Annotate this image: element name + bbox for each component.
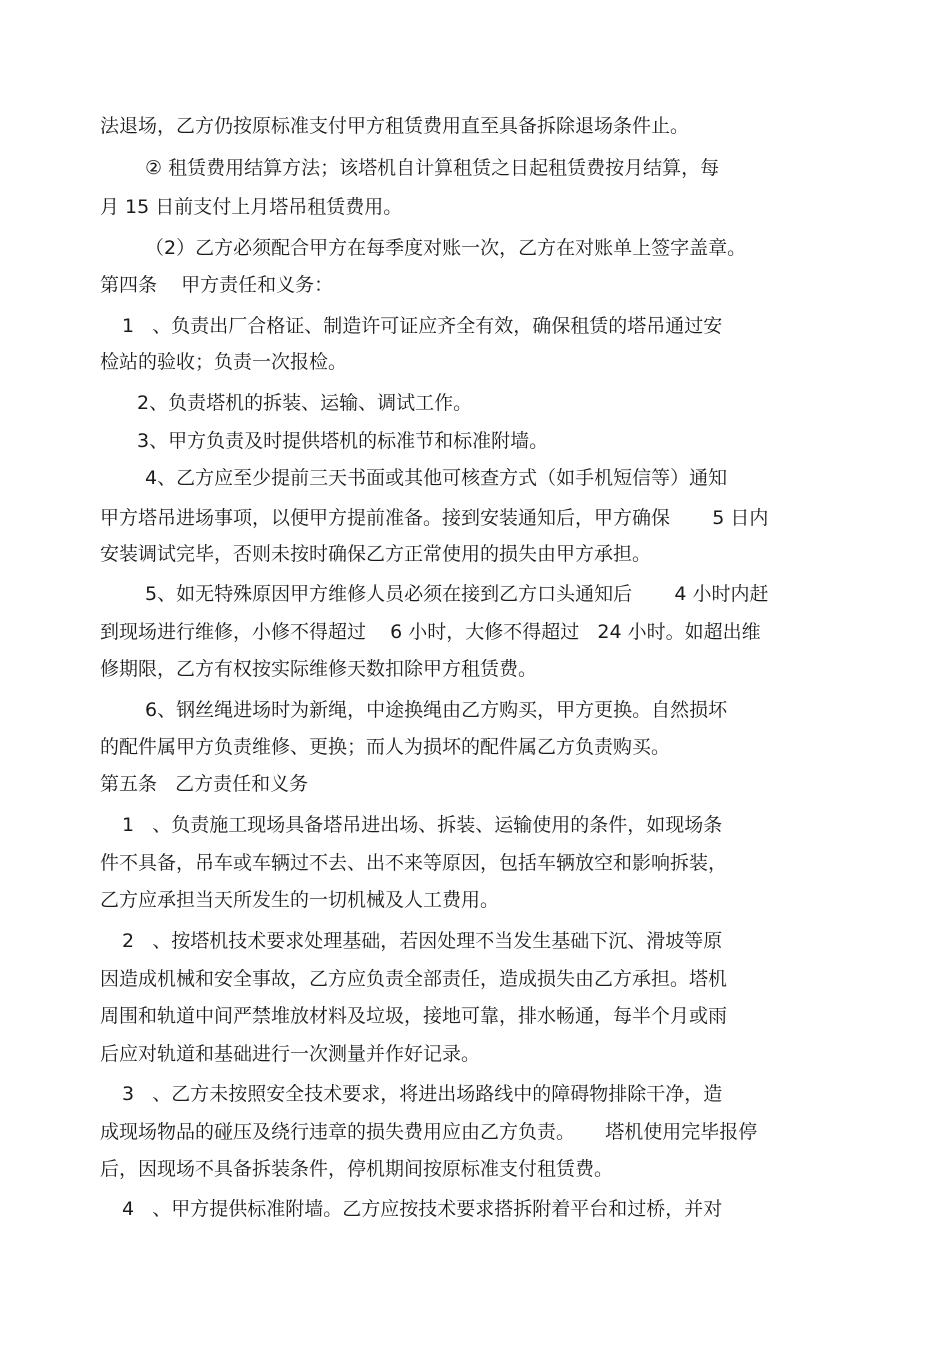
section-heading: 第四条 甲方责任和义务：	[100, 274, 334, 296]
text-line: 月 15 日前支付上月塔吊租赁费用。	[100, 196, 403, 218]
text-line: 的配件属甲方负责维修、更换；而人为损坏的配件属乙方负责购买。	[100, 736, 671, 758]
text-line: 修期限，乙方有权按实际维修天数扣除甲方租赁费。	[100, 658, 538, 680]
text-line: 到现场进行维修，小修不得超过 6 小时，大修不得超过 24 小时。如超出维	[100, 621, 761, 643]
text-line: 法退场，乙方仍按原标准支付甲方租赁费用直至具备拆除退场条件止。	[100, 115, 690, 137]
text-line: ② 租赁费用结算方法；该塔机自计算租赁之日起租赁费按月结算，每	[145, 157, 720, 179]
text-line: 2、负责塔机的拆装、运输、调试工作。	[137, 392, 473, 414]
text-line: 安装调试完毕，否则未按时确保乙方正常使用的损失由甲方承担。	[100, 543, 652, 565]
text-line: 甲方塔吊进场事项，以便甲方提前准备。接到安装通知后，甲方确保 5 日内	[100, 507, 769, 529]
text-line: 4 、甲方提供标准附墙。乙方应按技术要求搭拆附着平台和过桥，并对	[122, 1198, 723, 1220]
text-line: 6、钢丝绳进场时为新绳，中途换绳由乙方购买，甲方更换。自然损坏	[145, 699, 728, 721]
section-heading: 第五条 乙方责任和义务	[100, 773, 309, 795]
text-line: 因造成机械和安全事故，乙方应负责全部责任，造成损失由乙方承担。塔机	[100, 968, 728, 990]
text-line: 后，因现场不具备拆装条件，停机期间按原标准支付租赁费。	[100, 1158, 614, 1180]
text-line: 5、如无特殊原因甲方维修人员必须在接到乙方口头通知后 4 小时内赶	[145, 583, 769, 605]
text-line: 周围和轨道中间严禁堆放材料及垃圾，接地可靠，排水畅通，每半个月或雨	[100, 1005, 728, 1027]
text-line: 3、甲方负责及时提供塔机的标准节和标准附墙。	[137, 430, 549, 452]
text-line: （2）乙方必须配合甲方在每季度对账一次，乙方在对账单上签字盖章。	[145, 237, 747, 259]
text-line: 1 、负责施工现场具备塔吊进出场、拆装、运输使用的条件，如现场条	[122, 814, 723, 836]
text-line: 4、乙方应至少提前三天书面或其他可核查方式（如手机短信等）通知	[145, 467, 728, 489]
text-line: 成现场物品的碰压及绕行违章的损失费用应由乙方负责。 塔机使用完毕报停	[100, 1121, 758, 1143]
text-line: 3 、乙方未按照安全技术要求，将进出场路线中的障碍物排除干净，造	[122, 1083, 723, 1105]
text-line: 件不具备，吊车或车辆过不去、出不来等原因，包括车辆放空和影响拆装，	[100, 852, 728, 874]
text-line: 乙方应承担当天所发生的一切机械及人工费用。	[100, 889, 500, 911]
text-line: 2 、按塔机技术要求处理基础，若因处理不当发生基础下沉、滑坡等原	[122, 930, 723, 952]
text-line: 1 、负责出厂合格证、制造许可证应齐全有效，确保租赁的塔吊通过安	[122, 315, 723, 337]
text-line: 后应对轨道和基础进行一次测量并作好记录。	[100, 1043, 481, 1065]
text-line: 检站的验收；负责一次报检。	[100, 351, 348, 373]
